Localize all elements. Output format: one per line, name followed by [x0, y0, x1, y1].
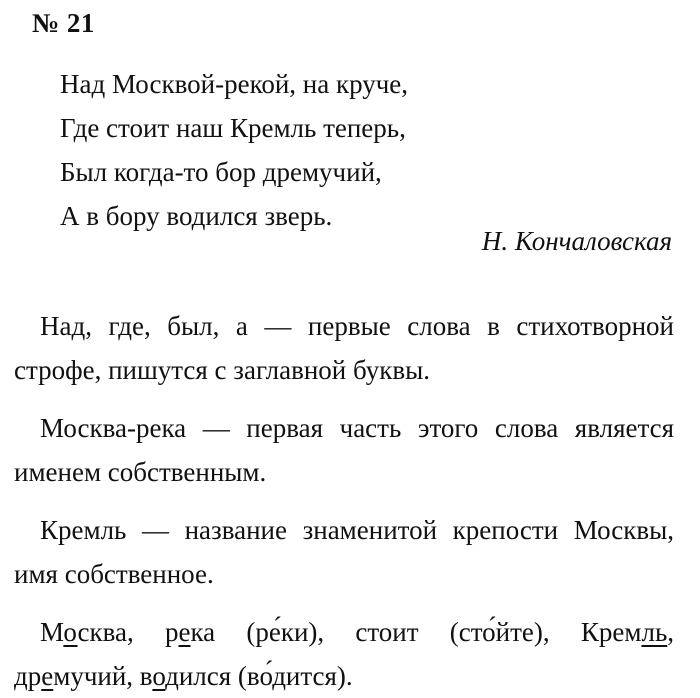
poem-line: Над Москвой-рекой, на круче,	[60, 69, 409, 99]
underlined-letter: о	[63, 617, 78, 647]
poem-line: А в бору водился зверь.	[60, 201, 333, 231]
explanations	[14, 304, 674, 698]
underlined-letter: е	[178, 617, 191, 647]
underlined-letter: е	[41, 661, 54, 691]
explanation-paragraph: Кремль — название знаменитой крепости Москвы, имя собственное.	[14, 515, 674, 589]
text-fragment: мучий, в	[53, 661, 153, 691]
text-fragment: дился (во́дится).	[165, 661, 353, 691]
text-fragment: М	[40, 617, 64, 647]
underlined-letter: ль	[641, 617, 668, 647]
explanation-paragraph: Над, где, был, а — первые слова в стихотворной строфе, пишутся с заглавной буквы.	[14, 311, 674, 385]
text-fragment: ка (ре́ки), стоит (сто́йте), Крем	[190, 617, 642, 647]
exercise-number: № 21	[32, 8, 95, 38]
underlined-letter: о	[152, 661, 166, 691]
text-fragment: сква, р	[77, 617, 179, 647]
poem-line: Был когда-то бор дремучий,	[60, 157, 382, 187]
explanation-paragraph: Москва-река — первая часть этого слова является именем собственным.	[14, 413, 674, 487]
text-fragment: , др	[14, 617, 675, 691]
poem-author: Н. Кончаловская	[481, 226, 672, 256]
poem-line: Где стоит наш Кремль теперь,	[60, 113, 406, 143]
poem	[60, 62, 408, 238]
final-paragraph	[14, 610, 674, 698]
